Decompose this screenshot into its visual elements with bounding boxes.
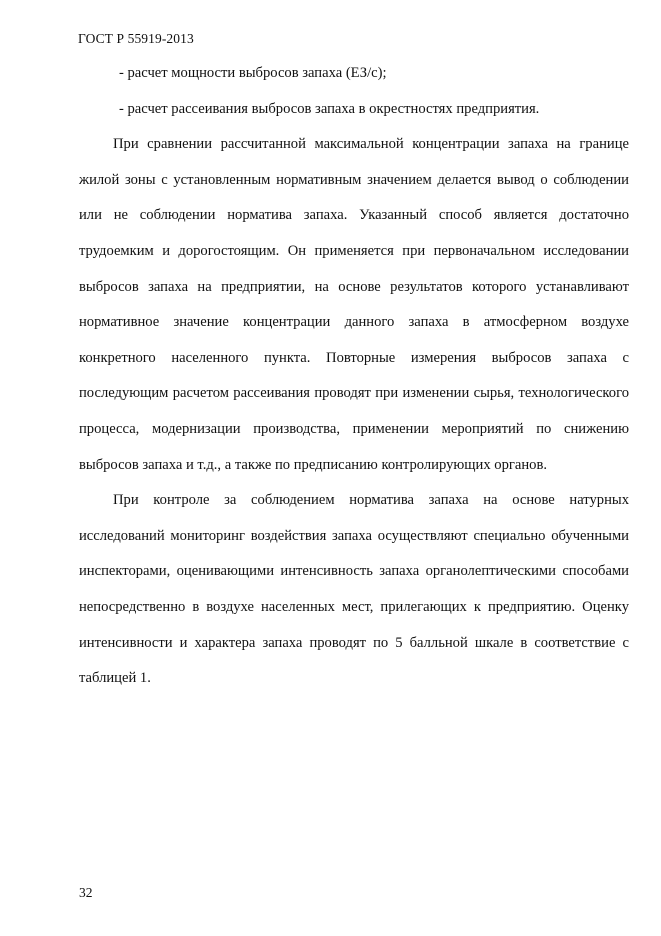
document-body xyxy=(79,56,629,697)
bullet-item-dispersion: - расчет рассеивания выбросов запаха в окрестностях предприятия. xyxy=(119,100,540,117)
paragraph-comparison: При сравнении рассчитанной максимальной концентрации запаха на границе жилой зоны с установленным нормативным значением делается вывод о соблюдении или не соблюдении норматива запаха. Указанный способ является достаточно трудоемким и дорогостоящим. Он применяется при первоначальном исследовании выбросов запаха на предприятии, на основе результатов которого устанавливают нормативное значение концентрации данного запаха в атмосферном воздухе конкретного населенного пункта. Повторные измерения выбросов запаха с последующим расчетом рассеивания проводят при изменении сырья, технологического процесса, модернизации производства, применении мероприятий по снижению выбросов запаха и т.д., а также по предписанию контролирующих органов. xyxy=(79,136,629,473)
page-number: 32 xyxy=(79,885,93,900)
bullet-item-power: - расчет мощности выбросов запаха (ЕЗ/с); xyxy=(119,65,387,81)
document-header: ГОСТ Р 55919-2013 xyxy=(78,31,194,46)
paragraph-monitoring: При контроле за соблюдением норматива запаха на основе натурных исследований мониторинг воздействия запаха осуществляют специально обученными инспекторами, оценивающими интенсивность запаха органолептическими способами непосредственно в воздухе населенных мест, прилегающих к предприятию. Оценку интенсивности и характера запаха проводят по 5 балльной шкале в соответствие с таблицей 1. xyxy=(79,492,629,687)
